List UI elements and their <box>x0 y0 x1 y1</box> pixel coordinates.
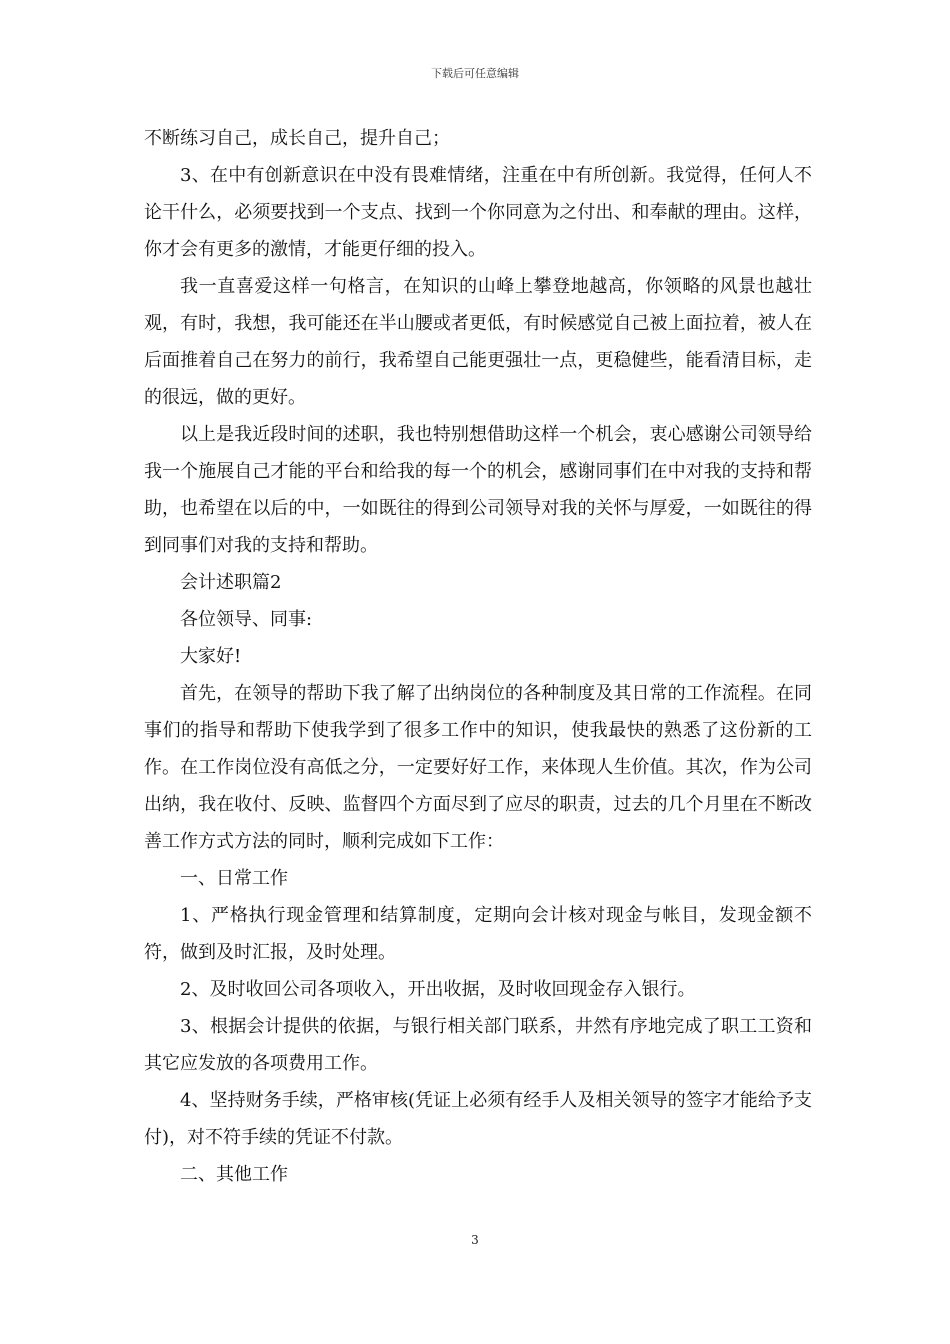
paragraph: 以上是我近段时间的述职，我也特别想借助这样一个机会，衷心感谢公司领导给我一个施展自己才能的平台和给我的每一个的机会，感谢同事们在中对我的支持和帮助，也希望在以后的中，一如既往的得到公司领导对我的关怀与厚爱，一如既往的得到同事们对我的支持和帮助。 <box>144 424 812 556</box>
list-item: 2、及时收回公司各项收入，开出收据，及时收回现金存入银行。 <box>180 979 696 1000</box>
paragraph: 我一直喜爱这样一句格言，在知识的山峰上攀登地越高，你领略的风景也越壮观，有时，我想，我可能还在半山腰或者更低，有时候感觉自己被上面拉着，被人在后面推着自己在努力的前行，我希望自己能更强壮一点，更稳健些，能看清目标，走的很远，做的更好。 <box>144 276 812 408</box>
page-number: 3 <box>471 1233 479 1247</box>
list-item: 4、坚持财务手续，严格审核(凭证上必须有经手人及相关领导的签字才能给予支付)，对不符手续的凭证不付款。 <box>144 1090 812 1148</box>
salutation: 各位领导、同事: <box>180 609 313 630</box>
document-body <box>144 120 812 1193</box>
paragraph: 不断练习自己，成长自己，提升自己； <box>144 128 450 149</box>
section-heading: 会计述职篇2 <box>180 572 282 593</box>
paragraph: 首先，在领导的帮助下我了解了出纳岗位的各种制度及其日常的工作流程。在同事们的指导和帮助下使我学到了很多工作中的知识，使我最快的熟悉了这份新的工作。在工作岗位没有高低之分，一定要好好工作，来体现人生价值。其次，作为公司出纳，我在收付、反映、监督四个方面尽到了应尽的职责，过去的几个月里在不断改善工作方式方法的同时，顺利完成如下工作： <box>144 683 812 852</box>
subsection-heading: 二、其他工作 <box>180 1164 288 1185</box>
list-item: 3、根据会计提供的依据，与银行相关部门联系，井然有序地完成了职工工资和其它应发放的各项费用工作。 <box>144 1016 812 1074</box>
greeting: 大家好! <box>180 646 242 667</box>
list-item: 1、严格执行现金管理和结算制度，定期向会计核对现金与帐目，发现金额不符，做到及时汇报，及时处理。 <box>144 905 812 963</box>
paragraph: 3、在中有创新意识在中没有畏难情绪，注重在中有所创新。我觉得，任何人不论干什么，必须要找到一个支点、找到一个你同意为之付出、和奉献的理由。这样，你才会有更多的激情，才能更仔细的投入。 <box>144 165 812 260</box>
page-header: 下载后可任意编辑 <box>431 67 519 80</box>
subsection-heading: 一、日常工作 <box>180 868 288 889</box>
